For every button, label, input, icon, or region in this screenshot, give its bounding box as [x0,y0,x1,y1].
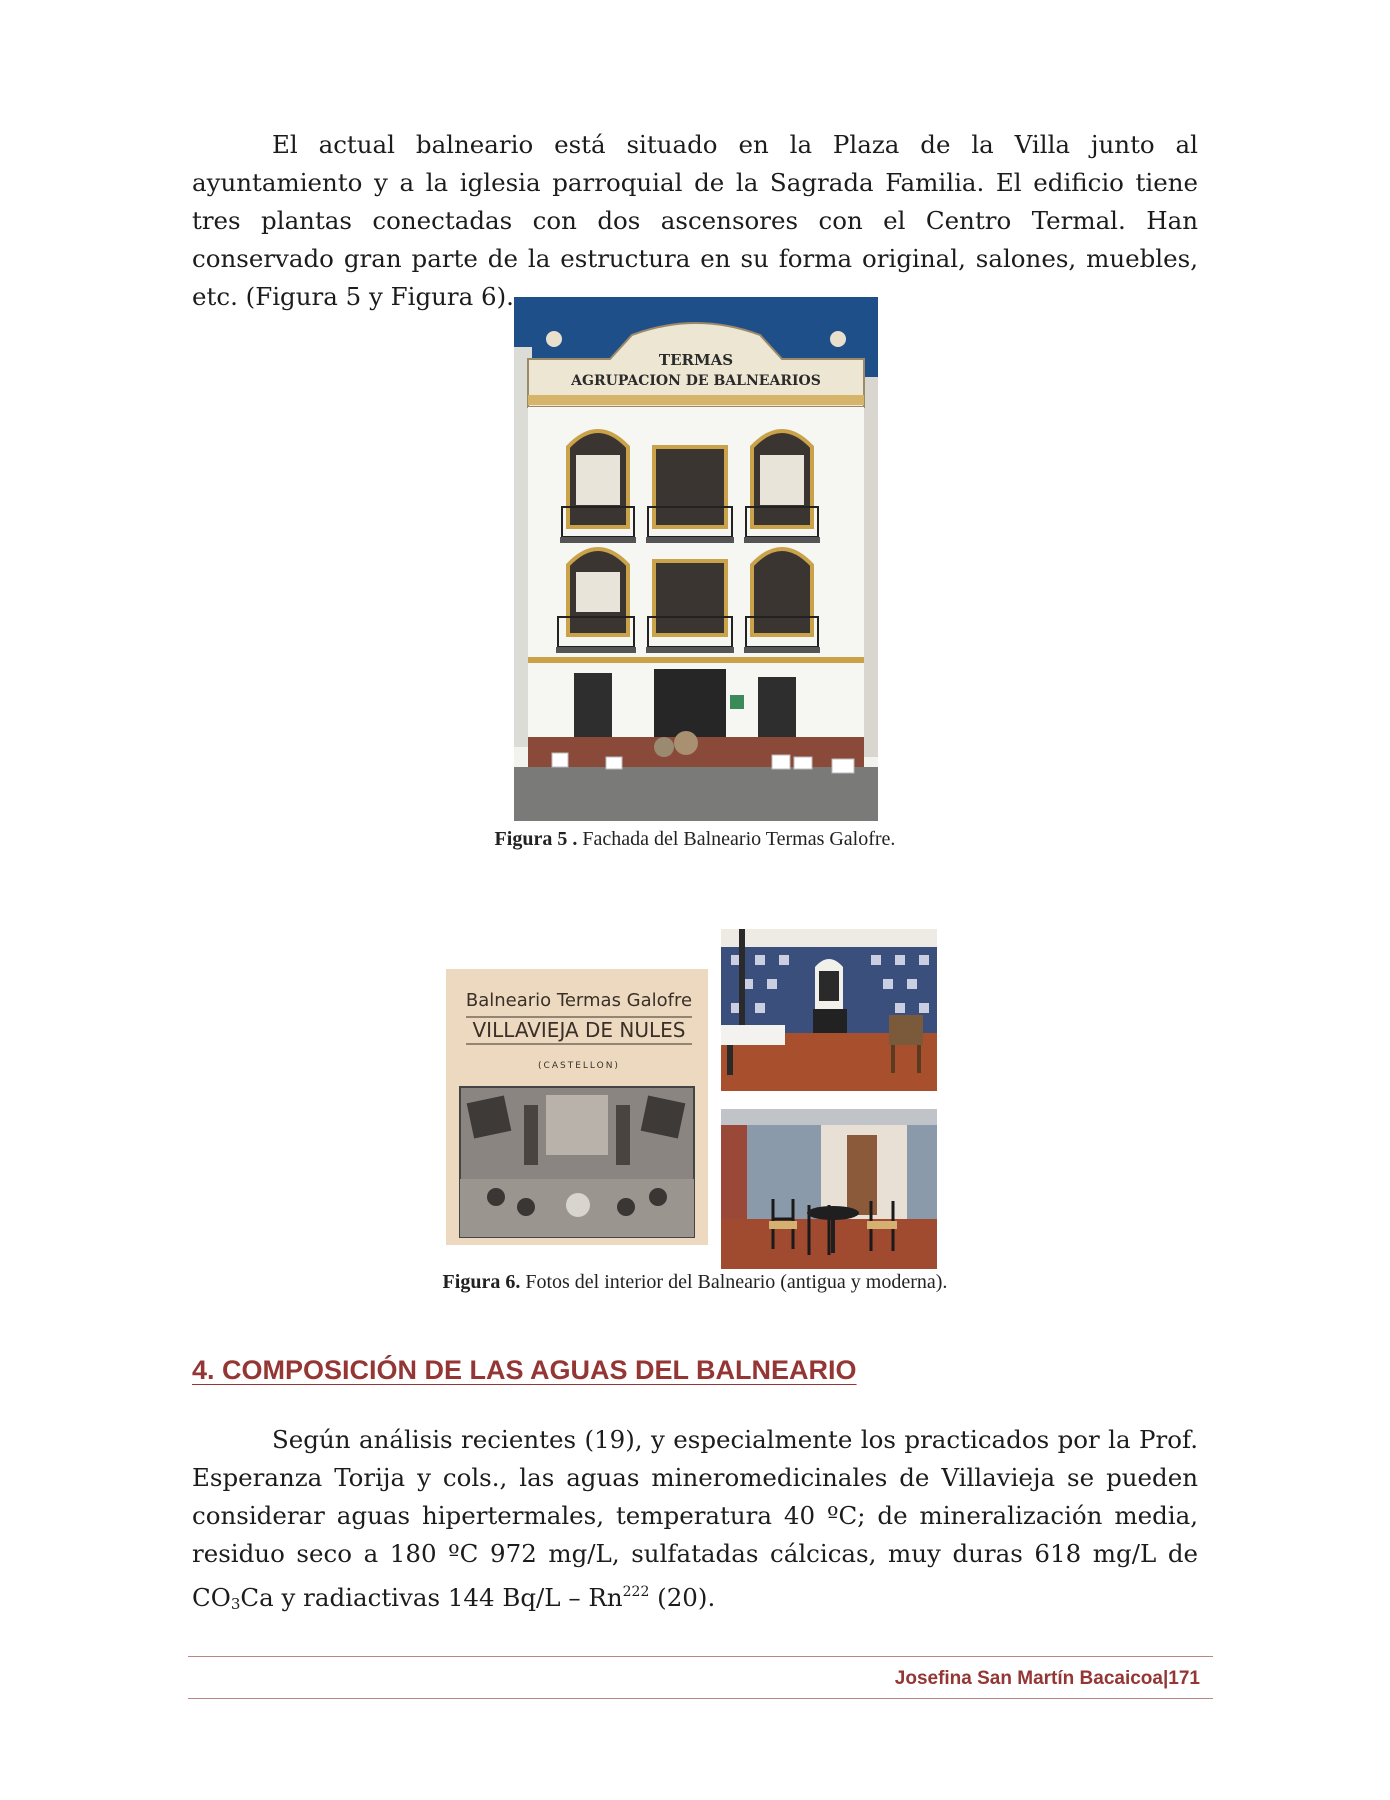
interior-photo-dining [721,1109,937,1269]
section-paragraph-part2: Ca y radiactivas 144 Bq/L – Rn [240,1583,623,1612]
postcard-line3: (CASTELLON) [538,1061,620,1071]
postcard-line1: Balneario Termas Galofre [465,990,693,1011]
footer-rule-bottom [188,1698,1213,1699]
intro-paragraph: El actual balneario está situado en la Plaza de la Villa junto al ayuntamiento y a la iglesia parroquial de la Sagrada Familia. El edificio tiene tres plantas conectadas con dos ascensores con el Centro Termal. Han conservado gran parte de la estructura en su forma original, salones, muebles, etc. (Figura 5 y Figura 6). [192,130,1198,311]
figure6-caption-text: Fotos del interior del Balneario (antigua y moderna). [520,1271,948,1293]
section-paragraph-part1: Según análisis recientes (19), y especialmente los practicados por la Prof. Esperanza Torija y cols., las aguas mineromedicinales de Villavieja se pueden considerar aguas hipertermales, temperatura 40 ºC; de mineralización media, residuo seco a 180 ºC 972 mg/L, sulfatadas cálcicas, muy duras 618 mg/L de CO [192,1425,1198,1612]
isotope-superscript: 222 [622,1584,650,1600]
vintage-postcard [446,969,708,1245]
facade-sign-line2: AGRUPACION DE BALNEARIOS [571,373,821,389]
section-paragraph-part3: (20). [649,1583,716,1612]
interior-photo-tiles [721,929,937,1091]
section-title: 4. COMPOSICIÓN DE LAS AGUAS DEL BALNEARIO [192,1355,857,1385]
figure5-caption-text: Fachada del Balneario Termas Galofre. [577,828,896,850]
footer-author-page: Josefina San Martín Bacaicoa|171 [894,1668,1200,1689]
figure5-caption [0,828,1390,851]
facade-photo [514,297,878,821]
figure6-caption [0,1271,1390,1294]
footer-rule-top [188,1656,1213,1657]
figure5-caption-label: Figura 5 . [494,828,578,850]
postcard-line2: VILLAVIEJA DE NULES [472,1018,686,1042]
formula-subscript: 3 [230,1595,241,1613]
figure6-caption-label: Figura 6. [442,1271,521,1293]
section-paragraph [192,1421,1198,1623]
facade-sign-line1: TERMAS [658,351,734,369]
